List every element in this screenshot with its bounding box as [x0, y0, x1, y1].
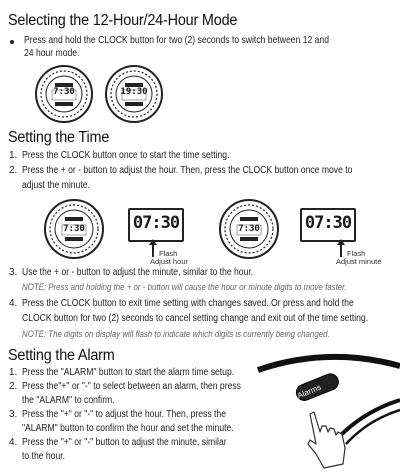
alarm-step2-number: 2. — [9, 381, 18, 392]
alarm-step3-number: 3. — [9, 409, 18, 420]
time-step3-text: Use the + or - button to adjust the minute, similar to the hour. — [22, 267, 254, 278]
time-step1-text: Press the CLOCK button once to start the time setting. — [22, 150, 230, 161]
flash-minute-label: Flash — [347, 249, 366, 258]
arrow-up-icon — [337, 239, 345, 257]
alarm-step3-line2: "ALARM" button to confirm the hour and set the minute. — [22, 423, 234, 434]
time-step1-number: 1. — [9, 150, 18, 161]
alarm-step4-line1: Press the "+" or "-" button to adjust the minute, similar — [22, 437, 227, 448]
watch2-time-readout: 19:30 — [120, 87, 148, 97]
time-step4-number: 4. — [9, 298, 18, 309]
big-display1-digits: 07:30 — [132, 213, 180, 233]
alarm-step3-line1: Press the "+" or "-" to adjust the hour. Then, press the — [22, 409, 226, 420]
alarm-step1-text: Press the "ALARM" button to start the alarm time setup. — [22, 367, 235, 378]
time-note-flash: NOTE: The digits on display will flash to indicate which digits is currently being changed. — [22, 329, 330, 340]
section-title-setting-alarm: Setting the Alarm — [8, 347, 115, 364]
alarm-step2-line1: Press the"+" or "-" to select between an alarm, then press — [22, 381, 241, 392]
mode-instruction-line1: Press and hold the CLOCK button for two (2) seconds to switch between 12 and — [24, 35, 330, 46]
arrow-up-icon — [149, 239, 157, 257]
time-step2-line2: adjust the minute. — [22, 180, 90, 191]
alarm-button-illustration — [258, 352, 400, 470]
time-step4-line2: CLOCK button for two (2) seconds to cancel setting change and exit out of the time setting. — [22, 313, 369, 324]
adjust-minute-label: Adjust minute — [336, 257, 382, 266]
hand-pointer-icon — [308, 412, 345, 468]
time-step3-number: 3. — [9, 267, 18, 278]
mode-instruction-line2: 24 hour mode. — [24, 48, 80, 59]
alarm-step4-number: 4. — [9, 437, 18, 448]
watch1-time-readout: 7:30 — [53, 87, 75, 97]
section-title-setting-time: Setting the Time — [8, 129, 110, 146]
time-step4-line1: Press the CLOCK button to exit time setting with changes saved. Or press and hold the — [22, 298, 354, 309]
time-step2-number: 2. — [9, 165, 18, 176]
bullet-dot — [10, 40, 14, 44]
setting-watch1-time-readout: 7:30 — [63, 224, 85, 234]
alarms-button-label: Alarms — [296, 382, 323, 401]
adjust-hour-label: Adjust hour — [150, 257, 188, 266]
time-note-hold: NOTE: Press and holding the + or - button will cause the hour or minute digits to move faster. — [22, 282, 347, 293]
alarm-step4-line2: to the hour. — [22, 451, 66, 462]
big-display2-digits: 07:30 — [304, 213, 352, 233]
alarm-step2-line2: the "ALARM" to confirm. — [22, 395, 115, 406]
alarm-step1-number: 1. — [9, 367, 18, 378]
setting-watch2-time-readout: 7:30 — [238, 224, 260, 234]
time-step2-line1: Press the + or - button to adjust the hour. Then, press the CLOCK button once move to — [22, 165, 353, 176]
section-title-12-24-hour: Selecting the 12-Hour/24-Hour Mode — [8, 12, 238, 29]
flash-hour-label: Flash — [159, 249, 178, 258]
